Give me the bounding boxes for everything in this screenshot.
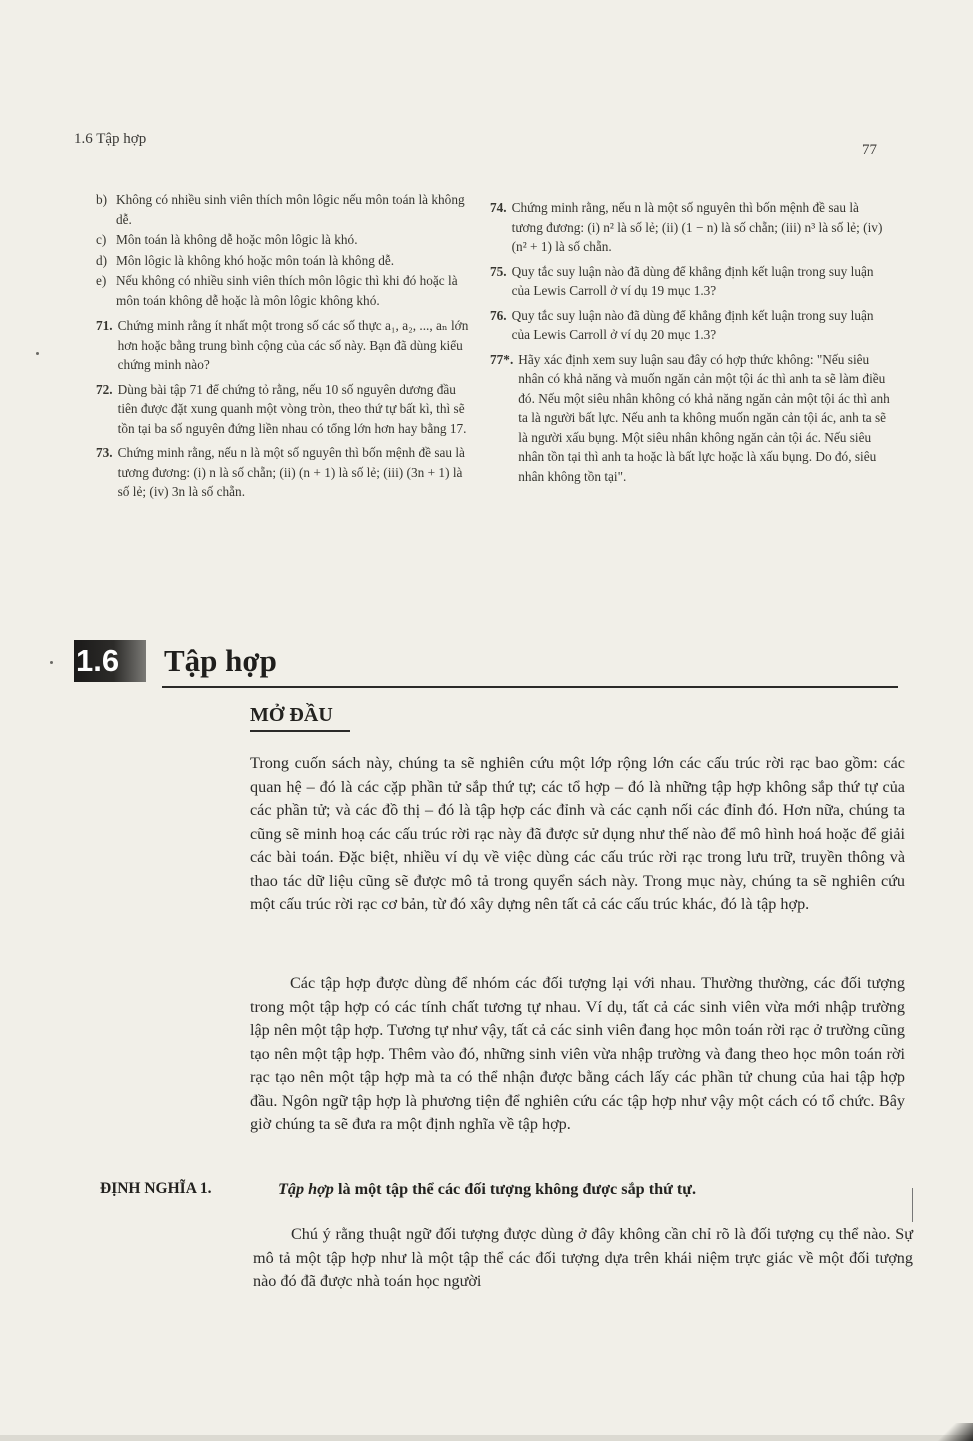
section-heading (74, 640, 898, 688)
section-number-box (74, 640, 146, 682)
exercise-text: Chứng minh rằng, nếu n là một số nguyên thì bốn mệnh đề sau là tương đương: (i) n là số chẵn; (ii) (n + 1) là số lẻ; (iii) (3n + 1) là số lẻ; (iv) 3n là số chẵn. (117, 445, 465, 499)
exercise-subitem (96, 190, 472, 229)
exercise-item (96, 443, 472, 502)
subitem-text: Môn toán là không dễ hoặc môn lôgic là khó. (116, 232, 358, 247)
subitem-label: b) (96, 192, 108, 207)
right-exercise-column (490, 198, 890, 491)
subitem-label: c) (96, 232, 107, 247)
exercise-item (490, 306, 890, 345)
section-rule (162, 686, 898, 688)
definition-end-marker (911, 1188, 914, 1222)
definition-body: là một tập thể các đối tượng không được sắp thứ tự. (333, 1180, 697, 1198)
exercise-number: 76. (490, 307, 507, 323)
exercise-text: Hãy xác định xem suy luận sau đây có hợp thức không: "Nếu siêu nhân có khả năng và muốn ngăn cản một tội ác thì anh ta sẽ làm điều đó. Nếu một siêu nhân không có khả năng ngăn cản một tội ác thì anh ta là người bất lực. Nếu anh ta không muốn ngăn cản tội ác, anh ta sẽ là người xấu bụng. Một siêu nhân không ngăn cản tội ác. Nếu siêu nhân tồn tại thì anh ta hoặc là bất lực hoặc là xấu bụng. Do đó, siêu nhân không tồn tại". (518, 351, 890, 484)
subitem-label: e) (96, 273, 107, 288)
exercise-item (96, 380, 472, 439)
running-head: 1.6 Tập hợp (74, 131, 147, 147)
subsection-title: MỞ ĐẦU (250, 704, 333, 726)
exercise-item (490, 262, 890, 301)
exercise-number: 75. (490, 263, 507, 279)
margin-mark (50, 661, 53, 664)
exercise-text: Chứng minh rằng ít nhất một trong số các số thực a₁, a₂, ..., aₙ lớn hơn hoặc bằng trung bình cộng của các số này. Bạn đã dùng kiểu chứng minh nào? (117, 318, 469, 372)
section-number: 1.6 (76, 643, 120, 678)
scan-corner-shadow (931, 1423, 973, 1441)
definition-term: Tập hợp (278, 1180, 334, 1198)
intro-paragraph: Trong cuốn sách này, chúng ta sẽ nghiên cứu một lớp rộng lớn các cấu trúc rời rạc bao gồm: các quan hệ – đó là các cặp phần tử sắp thứ tự; các tổ hợp – đó là những tập hợp không sắp thứ tự của các phần tử; và các đồ thị – đó là tập hợp các đỉnh và các cạnh nối các đỉnh đó. Hơn nữa, chúng ta cũng sẽ minh hoạ các cấu trúc rời rạc này đã được sử dụng như thế nào để mô hình hoá hoặc để giải các bài toán. Đặc biệt, nhiều ví dụ về việc dùng các cấu trúc rời rạc trong lưu trữ, truyền thông và thao tác dữ liệu cũng sẽ được mô tả trong quyển sách này. Trong mục này, chúng ta sẽ nghiên cứu một cấu trúc rời rạc cơ bản, từ đó xây dựng nên tất cả các cấu trúc khác, đó là tập hợp. (250, 754, 905, 913)
subsection-rule (250, 730, 350, 732)
exercise-number: 77*. (490, 351, 514, 367)
subitem-text: Môn lôgic là không khó hoặc môn toán là không dễ. (116, 252, 395, 268)
page-bottom-edge (0, 1435, 973, 1441)
exercise-number: 73. (96, 445, 113, 460)
definition-text (278, 1180, 696, 1199)
exercise-item (96, 316, 472, 375)
exercise-item (490, 198, 890, 257)
exercise-subitem (96, 251, 472, 271)
exercise-subitem (96, 271, 472, 310)
note-paragraph: Chú ý rằng thuật ngữ đối tượng được dùng ở đây không cần chỉ rõ là đối tượng cụ thể nào. Sự mô tả một tập hợp như là một tập thể các đối tượng dựa trên khái niệm trực giác về một đối tượng nào đó đã được nhà toán học người (253, 1225, 913, 1290)
margin-mark (36, 352, 39, 355)
exercise-number: 71. (96, 318, 113, 333)
exercise-item (490, 350, 890, 487)
sets-paragraph: Các tập hợp được dùng để nhóm các đối tượng lại với nhau. Thường thường, các đối tượng trong một tập hợp có các tính chất tương tự nhau. Ví dụ, tất cả các sinh viên vừa mới nhập trường lập nên một tập hợp. Tương tự như vậy, tất cả các sinh viên đang học môn toán rời rạc ở trường cũng tạo nên một tập hợp. Thêm vào đó, những sinh viên vừa nhập trường và đang theo học môn toán rời rạc tạo nên một tập hợp mà ta có thể nhận được bằng cách lấy các phần tử chung của hai tập hợp đầu. Ngôn ngữ tập hợp là phương tiện để nghiên cứu các tập hợp như vậy một cách có tổ chức. Bây giờ chúng ta sẽ đưa ra một định nghĩa về tập hợp. (250, 974, 905, 1133)
exercise-number: 74. (490, 200, 507, 215)
exercise-text: Quy tắc suy luận nào đã dùng để khẳng định kết luận trong suy luận của Lewis Carroll ở ví dụ 19 mục 1.3? (511, 263, 874, 298)
left-exercise-list (96, 316, 472, 502)
subitem-text: Nếu không có nhiều sinh viên thích môn lôgic thì khi đó hoặc là môn toán không dễ hoặc là môn lôgic không khó. (116, 273, 458, 308)
exercise-text: Quy tắc suy luận nào đã dùng để khẳng định kết luận trong suy luận của Lewis Carroll ở ví dụ 20 mục 1.3? (511, 307, 874, 342)
definition-label: ĐỊNH NGHĨA 1. (100, 1180, 212, 1197)
subitem-label: d) (96, 252, 108, 268)
exercise-subitem (96, 230, 472, 250)
exercise-text: Chứng minh rằng, nếu n là một số nguyên thì bốn mệnh đề sau là tương đương: (i) n² là số lẻ; (ii) (1 − n) là số chẵn; (iii) n³ là số lẻ; (iv) (n² + 1) là số chẵn. (511, 200, 883, 254)
exercise-number: 72. (96, 381, 113, 397)
left-exercise-column (96, 190, 472, 507)
exercise-text: Dùng bài tập 71 để chứng tỏ rằng, nếu 10 số nguyên dương đầu tiên được đặt xung quanh một vòng tròn, theo thứ tự bất kì, thì sẽ tồn tại ba số nguyên đứng liền nhau có tổng lớn hơn hay bằng 17. (117, 381, 467, 436)
section-title: Tập hợp (164, 643, 277, 678)
subitem-text: Không có nhiều sinh viên thích môn lôgic nếu môn toán là không dễ. (116, 192, 465, 227)
page-number: 77 (862, 142, 877, 158)
